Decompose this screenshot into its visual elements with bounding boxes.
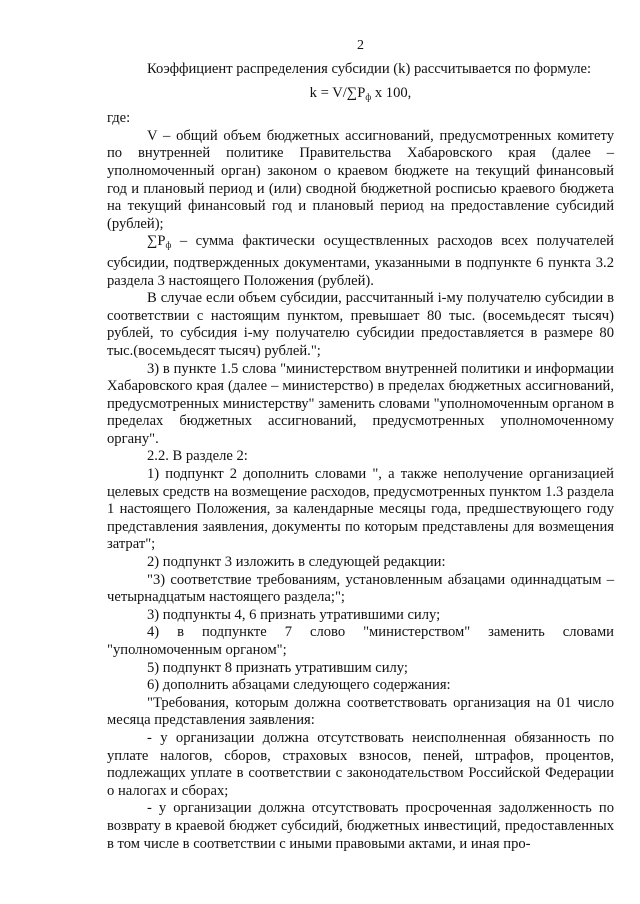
paragraph-subitem-5: 5) подпункт 8 признать утратившим силу; xyxy=(147,659,408,676)
paragraph-section-2-2: 2.2. В разделе 2: xyxy=(147,448,248,465)
paragraph-subitem-2: 2) подпункт 3 изложить в следующей редакции: xyxy=(147,554,446,571)
paragraph-subitem-3: 3) подпункты 4, 6 признать утратившими силу; xyxy=(147,606,441,623)
sum-symbol: ∑P xyxy=(147,233,166,250)
paragraph-requirement-taxes: - у организации должна отсутствовать неисполненная обязанность по уплате налогов, сборов, страховых взносов, пеней, штрафов, процентов, подлежащих уплате в соответствии с законодательством Российской Федерации о налогах и сборах; xyxy=(107,729,614,799)
sum-subscript: ф xyxy=(165,240,172,251)
formula xyxy=(107,85,614,107)
paragraph-subitem-1: 1) подпункт 2 дополнить словами ", а также неполучение организацией целевых средств на возмещение расходов, предусмотренных пунктом 1.3 раздела 1 настоящего Положения, за календарные месяцы года, предшествующего году представления заявления, документы по которым представлены для возмещения затрат"; xyxy=(107,466,614,553)
paragraph-subitem-4: 4) в подпункте 7 слово "министерством" заменить словами "уполномоченным органом"; xyxy=(107,624,614,658)
paragraph-sum-definition xyxy=(107,233,614,290)
paragraph-where: где: xyxy=(107,110,131,127)
paragraph-v-definition: V – общий объем бюджетных ассигнований, предусмотренных комитету по внутренней политике Правительства Хабаровского края (далее – уполномоченный орган) законом о краевом бюджете на текущий финансовый год и плановый период и (или) сводной бюджетной росписью краевого бюджета на текущий финансовый год и плановый период на предоставление субсидий (рублей); xyxy=(107,127,614,232)
paragraph-item-3: 3) в пункте 1.5 слова "министерством внутренней политики и информации Хабаровского края (далее – министерство) в пределах бюджетных ассигнований, предусмотренных министерству" заменить словами "уполномоченным органом в пределах бюджетных ассигнований, предусмотренных уполномоченному органу". xyxy=(107,360,614,447)
paragraph-requirement-debt: - у организации должна отсутствовать просроченная задолженность по возврату в краевой бюджет субсидий, бюджетных инвестиций, предоставленных в том числе в соответствии с иными правовыми актами, и иная про- xyxy=(107,800,614,852)
formula-subscript: ф xyxy=(365,91,372,102)
sum-text: – сумма фактически осуществленных расходов всех получателей субсидии, подтвержденных документами, указанными в подпункте 6 пункта 3.2 раздела 3 настоящего Положения (рублей). xyxy=(107,233,614,289)
formula-main: k = V/∑P xyxy=(309,84,366,101)
paragraph-subitem-6: 6) дополнить абзацами следующего содержания: xyxy=(147,677,451,694)
formula-tail: x 100, xyxy=(371,84,412,101)
paragraph-subitem-2-text: "3) соответствие требованиям, установленным абзацами одиннадцатым – четырнадцатым настоящего раздела;"; xyxy=(107,571,614,606)
paragraph-coefficient-intro: Коэффициент распределения субсидии (k) рассчитывается по формуле: xyxy=(147,61,592,77)
paragraph-subsidy-limit: В случае если объем субсидии, рассчитанный i-му получателю субсидии в соответствии с настоящим пунктом, превышает 80 тыс. (восемьдесят тысяч) рублей, то субсидия i-му получателю субсидии предоставляется в размере 80 тыс.(восемьдесят тысяч) рублей."; xyxy=(107,290,614,359)
page-number: 2 xyxy=(357,38,364,53)
paragraph-requirements-intro: "Требования, которым должна соответствовать организация на 01 число месяца представления заявления: xyxy=(107,694,614,729)
